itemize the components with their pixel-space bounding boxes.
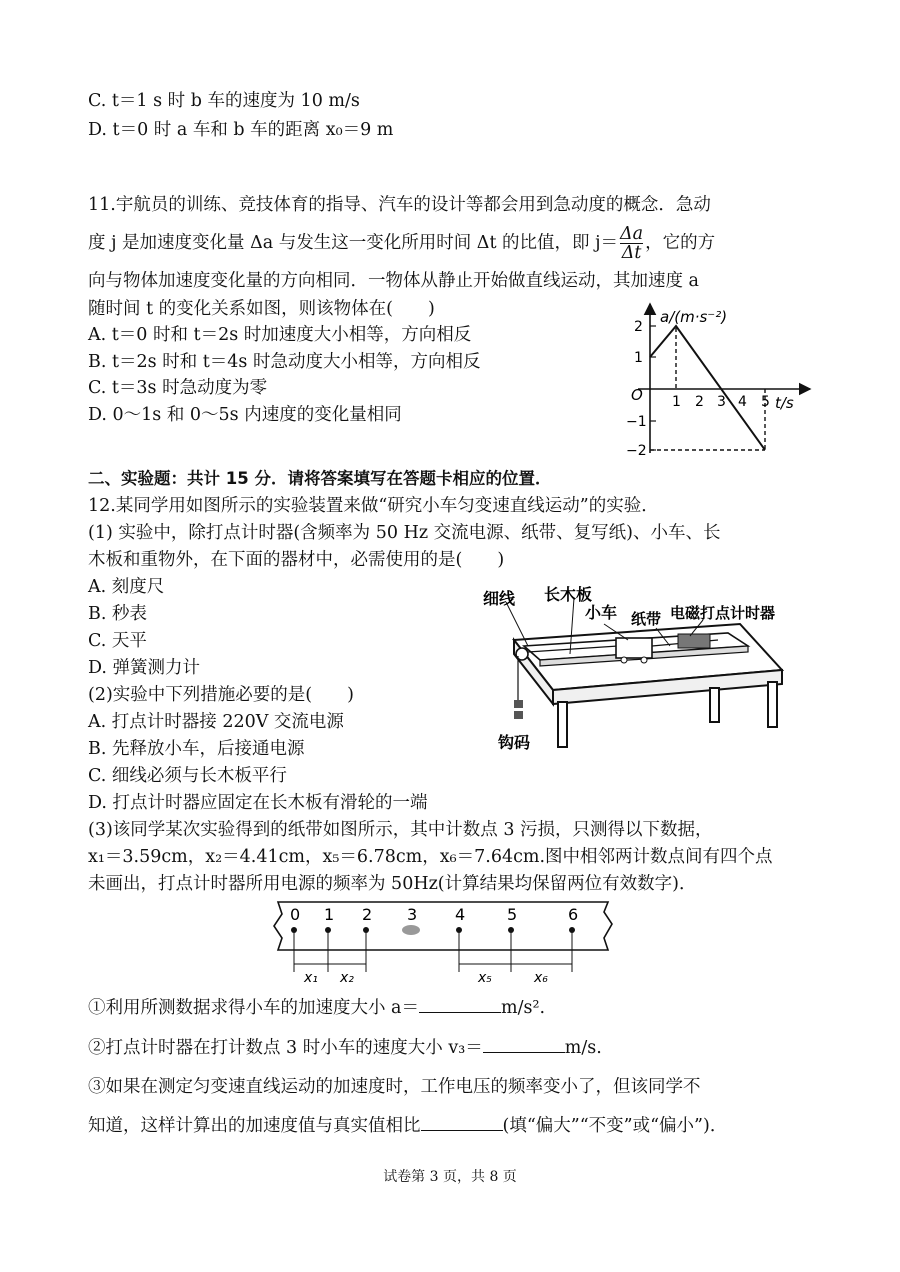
- y-tick-2: 2: [634, 319, 643, 335]
- q12-question-velocity: [88, 1034, 602, 1061]
- q11-stem-line3: 向与物体加速度变化量的方向相同．一物体从静止开始做直线运动，其加速度 a: [88, 271, 699, 291]
- acceleration-curve: [650, 326, 765, 450]
- fraction-numerator: Δa: [620, 224, 644, 244]
- segment-x5: x₅: [478, 970, 492, 986]
- section-2-heading: 二、实验题：共计 15 分．请将答案填写在答题卡相应的位置．: [88, 469, 552, 488]
- y-tick-neg1: −1: [626, 414, 647, 430]
- q12-part2-stem: (2)实验中下列措施必要的是( ): [88, 685, 354, 705]
- point-label-1: 1: [324, 905, 335, 924]
- point-label-3: 3: [407, 905, 418, 924]
- q11-stem-line4: 随时间 t 的变化关系如图，则该物体在( ): [88, 299, 435, 319]
- y-axis-label: a/(m·s⁻²): [660, 308, 728, 326]
- q12-part1-option-d: D. 弹簧测力计: [88, 658, 201, 678]
- point-label-2: 2: [362, 905, 373, 924]
- page-footer: 试卷第 3 页，共 8 页: [383, 1169, 517, 1185]
- smudged-dot-3: [402, 925, 420, 935]
- jerk-fraction: [620, 225, 643, 262]
- error-answer-blank[interactable]: [421, 1112, 503, 1131]
- q12-intro: 12.某同学用如图所示的实验装置来做“研究小车匀变速直线运动”的实验．: [88, 496, 659, 516]
- acceleration-time-graph: [618, 298, 818, 463]
- q12-part1-option-b: B. 秒表: [88, 604, 147, 624]
- point-label-4: 4: [455, 905, 466, 924]
- y-tick-1: 1: [634, 350, 643, 366]
- q12-part3-line2: x₁＝3.59cm，x₂＝4.41cm，x₅＝6.78cm，x₆＝7.64cm.图中相邻两计数点间有四个点: [88, 847, 773, 867]
- x-tick-3: 3: [717, 394, 726, 410]
- fraction-denominator: Δt: [621, 243, 642, 263]
- cart: [616, 638, 652, 658]
- table-leg: [558, 702, 567, 747]
- q11-option-c: C. t＝3s 时急动度为零: [88, 378, 268, 398]
- q12-question-error-line1: ③如果在测定匀变速直线运动的加速度时，工作电压的频率变小了，但该同学不: [88, 1077, 701, 1097]
- velocity-answer-blank[interactable]: [483, 1034, 565, 1053]
- hook-weight: [514, 700, 523, 708]
- paper-tape-figure: [268, 898, 618, 988]
- y-tick-neg2: −2: [626, 443, 647, 459]
- q12-part1-option-a: A. 刻度尺: [88, 577, 165, 597]
- origin-label: O: [631, 386, 643, 404]
- q12-part1-option-c: C. 天平: [88, 631, 147, 651]
- q11-stem-line1: 11.宇航员的训练、竞技体育的指导、汽车的设计等都会用到急动度的概念．急动: [88, 195, 711, 215]
- q11-stem-line2b: ，它的方: [645, 233, 716, 253]
- x-tick-1: 1: [672, 394, 681, 410]
- q12-part1-line2: 木板和重物外，在下面的器材中，必需使用的是( ): [88, 550, 505, 570]
- q12-part2-option-a: A. 打点计时器接 220V 交流电源: [88, 712, 344, 732]
- label-board: 长木板: [544, 585, 593, 604]
- segment-x2: x₂: [340, 970, 354, 986]
- segment-x6: x₆: [534, 970, 548, 986]
- q11-option-a: A. t＝0 时和 t＝2s 时加速度大小相等，方向相反: [88, 325, 472, 345]
- q12-part3-line3: 未画出，打点计时器所用电源的频率为 50Hz(计算结果均保留两位有效数字)．: [88, 874, 697, 894]
- x-tick-5: 5: [761, 394, 770, 410]
- segment-x1: x₁: [304, 970, 318, 986]
- x-tick-4: 4: [738, 394, 747, 410]
- x-axis-label: t/s: [775, 394, 794, 412]
- point-label-5: 5: [507, 905, 518, 924]
- apparatus-figure: [478, 580, 798, 760]
- acceleration-prompt: ①利用所测数据求得小车的加速度大小 a＝: [88, 998, 419, 1018]
- point-label-6: 6: [568, 905, 579, 924]
- q10-option-c: C. t＝1 s 时 b 车的速度为 10 m/s: [88, 91, 360, 111]
- q11-option-b: B. t＝2s 时和 t＝4s 时急动度大小相等，方向相反: [88, 352, 481, 372]
- x-tick-2: 2: [695, 394, 704, 410]
- q12-question-error-line2: [88, 1112, 727, 1139]
- error-options: (填“偏大”“不变”或“偏小”)．: [502, 1116, 728, 1136]
- q12-part2-option-c: C. 细线必须与长木板平行: [88, 766, 287, 786]
- label-string: 细线: [483, 589, 516, 608]
- velocity-unit: m/s.: [564, 1038, 602, 1058]
- q11-option-d: D. 0～1s 和 0～5s 内速度的变化量相同: [88, 405, 402, 425]
- q12-part2-option-b: B. 先释放小车，后接通电源: [88, 739, 305, 759]
- timer: [678, 634, 710, 648]
- q12-question-acceleration: [88, 994, 545, 1021]
- q12-part3-line1: (3)该同学某次实验得到的纸带如图所示，其中计数点 3 污损，只测得以下数据，: [88, 820, 713, 840]
- q11-stem-line2a: 度 j 是加速度变化量 Δa 与发生这一变化所用时间 Δt 的比值，即 j＝: [88, 233, 619, 253]
- q10-option-d: D. t＝0 时 a 车和 b 车的距离 x₀＝9 m: [88, 120, 394, 140]
- q12-part2-option-d: D. 打点计时器应固定在长木板有滑轮的一端: [88, 793, 428, 813]
- error-prompt: 知道，这样计算出的加速度值与真实值相比: [88, 1116, 421, 1136]
- q12-part1-line1: (1) 实验中，除打点计时器(含频率为 50 Hz 交流电源、纸带、复写纸)、小车、长: [88, 523, 721, 543]
- label-tape: 纸带: [631, 610, 662, 628]
- point-label-0: 0: [290, 905, 301, 924]
- acceleration-answer-blank[interactable]: [419, 994, 501, 1013]
- velocity-prompt: ②打点计时器在打计数点 3 时小车的速度大小 v₃＝: [88, 1038, 483, 1058]
- q11-stem-line2: [88, 225, 715, 262]
- label-weight: 钩码: [498, 733, 531, 752]
- acceleration-unit: m/s².: [501, 998, 546, 1018]
- label-timer: 电磁打点计时器: [670, 604, 776, 622]
- label-cart: 小车: [585, 603, 618, 622]
